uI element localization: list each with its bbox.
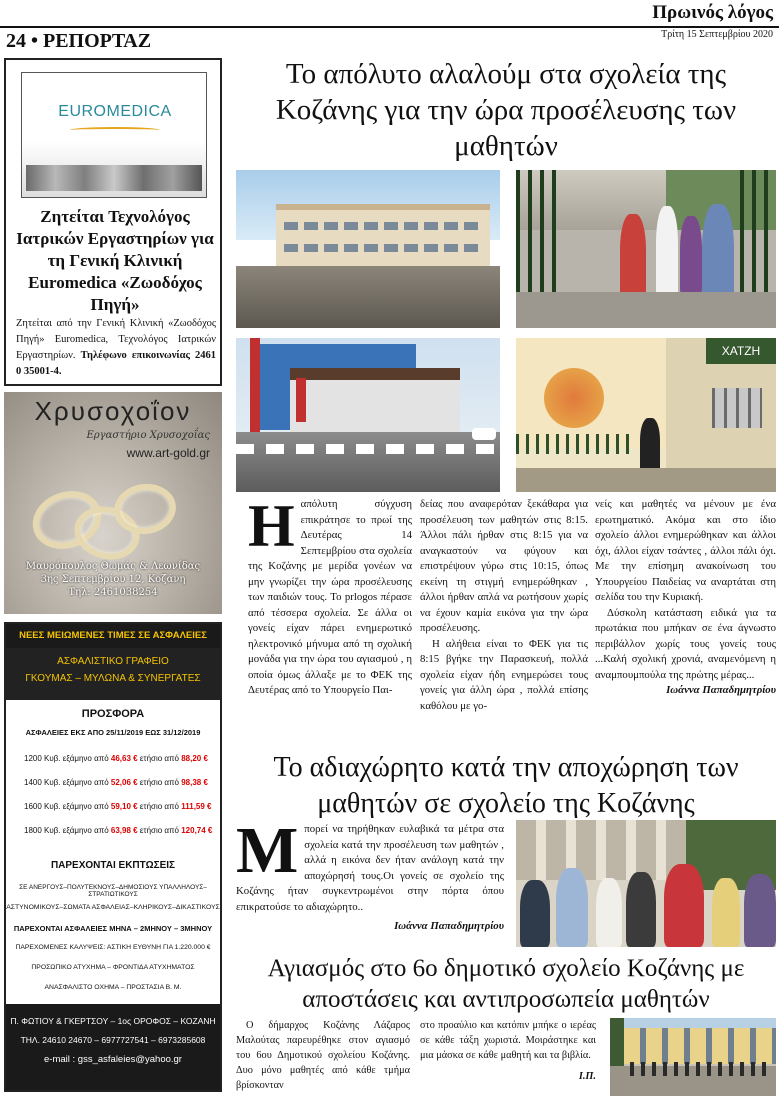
article1-headline: Το απόλυτο αλαλούμ στα σχολεία της Κοζάνης για την ώρα προσέλευσης των μαθητών: [275, 58, 737, 162]
ad-insurance: [4, 622, 222, 1092]
offer-title: ΠΡΟΣΦΟΡΑ: [81, 708, 145, 720]
ad3-contact: [6, 1004, 220, 1090]
contact-address: Π. ΦΩΤΙΟΥ & ΓΚΕΡΤΣΟΥ – 1ος ΟΡΟΦΟΣ – ΚΟΖΑΝΗ: [10, 1016, 216, 1026]
school-photo: [236, 170, 500, 328]
header-rule: [0, 26, 779, 28]
ad-euromedica: [4, 58, 222, 386]
address-line: Μαυρόπουλος Θωμάς & Λεωνίδας: [25, 561, 201, 572]
school-photo: [516, 170, 776, 328]
price-cell: 1800 Κυβ. εξάμηνο από: [24, 826, 109, 835]
school-photo: [516, 338, 776, 492]
cover-line: ΑΝΑΣΦΑΛΙΣΤΟ ΟΧΗΜΑ – ΠΡΟΣΤΑΣΙΑ Β. Μ.: [44, 984, 182, 991]
price-cell: ετήσιο από: [139, 778, 179, 787]
signature: Ι.Π.: [578, 1071, 596, 1082]
col-text: στο προαύλιο και κατόπιν μπήκε ο ιερέας σε κάθε τάξη χωριστά. Μοιράστηκε και μια μάσκα σε κάθε μαθητή και τα βιβλία.: [420, 1020, 596, 1061]
price-cell: 98,38 €: [181, 778, 208, 787]
col-text: νείς και μαθητές να μένουν με ένα ερωτηματικό. Ακόμα και στο ίδιο σχολείο άλλοι ενημερώθηκαν και άλλοι όχι, άλλοι είχαν τσάντες , άλλοι πάλι όχι. Με την επίσημη ανακοίνωση του Υπουργείου Παιδείας να αναρτάται στη σελίδα του την Κυριακή.: [595, 498, 776, 603]
price-cell: ετήσιο από: [139, 802, 179, 811]
col-text: Η αλήθεια είναι το ΦΕΚ για τις 8:15 βγήκε την Παρασκευή, πολλά σχολεία είχαν ήδη ενημερώσει τους γονείς για άλλη ώρα , πολλά επίσης καθόλου με γο-: [420, 637, 588, 712]
offer-period: ΑΣΦΑΛΕΙΕΣ ΕΚΣ ΑΠΟ 25/11/2019 ΕΩΣ 31/12/2019: [25, 728, 201, 737]
price-cell: ετήσιο από: [139, 754, 179, 763]
ad-title: Ζητείται Τεχνολόγος Ιατρικών Εργαστηρίων για τη Γενική Κλινική Euromedica «Ζωοδόχος Πηγή»: [16, 207, 214, 314]
address-line: 3ης Σεπτεμβρίου 12, Κοζάνη: [40, 574, 186, 585]
price-cell: 111,59 €: [181, 802, 212, 811]
address-line: Τηλ: 2461038254: [68, 587, 158, 598]
discounts-title: ΠΑΡΕΧΟΝΤΑΙ ΕΚΠΤΩΣΕΙΣ: [50, 860, 176, 871]
contact-phone: ΤΗΛ. 24610 24670 – 6977727541 – 6973285608: [20, 1035, 206, 1045]
goldsmith-website: www.art-gold.gr: [126, 446, 210, 460]
ad3-office: [6, 648, 220, 700]
ad-goldsmith: [4, 392, 222, 614]
price-cell: 120,74 €: [181, 826, 213, 835]
col-text: πορεί να τηρήθηκαν ευλαβικά τα μέτρα στα σχολεία κατά την προσέλευση των μαθητών , αλλά η εικόνα δεν ήταν ανάλογη: [304, 823, 504, 866]
price-row: [24, 754, 214, 763]
article2-text: [236, 814, 504, 935]
article3-col1: [236, 1018, 410, 1093]
discounts-line: ΑΣΤΥΝΟΜΙΚΟΥΣ–ΣΩΜΑΤΑ ΑΣΦΑΛΕΙΑΣ–ΚΛΗΡΙΚΟΥΣ–ΔΙΚΑΣΤΙΚΟΥΣ: [6, 904, 220, 911]
price-cell: 88,20 €: [181, 754, 208, 763]
logo-swoosh-icon: [70, 127, 160, 133]
article3-col2: [420, 1018, 596, 1084]
section-title: 24 • ΡΕΠΟΡΤΑΖ: [6, 30, 152, 52]
price-cell: 59,10 €: [110, 802, 138, 811]
article1-col1: [248, 493, 412, 699]
article2-headline: Το αδιαχώρητο κατά την αποχώρηση των μαθητών σε σχολείο της Κοζάνης: [273, 752, 739, 819]
price-cell: 63,98 €: [110, 826, 138, 835]
price-row: [24, 802, 214, 811]
masthead: Πρωινός λόγος: [652, 2, 773, 23]
col-text: απόλυτη σύγχυση επικράτησε το πρωί της Δευτέρας 14 Σεπτεμβρίου στα σχολεία της Κοζάνης με μερίδα γονέων να μην γνωρίζει την ώρα προσέλευσης των παιδιών τους. Το prlogos πέρασε από τέσσερα σχολεία. Σε άλλα οι γονείς είχαν πάρει ενημερωτικό ηλεκτρονικό μήνυμα από τη σχολική μονάδα για την ώρα του αγιασμού , η οποία όμως άλλαξε με το ΦΕΚ της Δευτέρας από το Υπουργείο Παι-: [248, 498, 412, 696]
cover-line: ΠΑΡΕΧΟΜΕΝΕΣ ΚΑΛΥΨΕΙΣ: ΑΣΤΙΚΗ ΕΥΘΥΝΗ ΓΙΑ 1.220.000 €: [15, 944, 211, 951]
medical-photo-strip: [26, 165, 202, 191]
signature: Ιωάννα Παπαδημητρίου: [394, 920, 504, 932]
price-cell: 1400 Κυβ. εξάμηνο από: [24, 778, 109, 787]
price-cell: 1200 Κυβ. εξάμηνο από: [24, 754, 109, 763]
article1-col2: [420, 497, 588, 714]
price-row: [24, 778, 214, 787]
cover-line: ΠΡΟΣΩΠΙΚΟ ΑΤΥΧΗΜΑ – ΦΡΟΝΤΙΔΑ ΑΤΥΧΗΜΑΤΟΣ: [31, 964, 195, 971]
price-cell: 52,06 €: [110, 778, 138, 787]
ad-text: [16, 316, 216, 380]
dropcap: Μ: [236, 814, 299, 887]
dateline: Τρίτη 15 Σεπτεμβρίου 2020: [661, 29, 773, 40]
school-photo: [236, 338, 500, 492]
price-cell: 1600 Κυβ. εξάμηνο από: [24, 802, 109, 811]
euromedica-logo: EUROMEDICA: [58, 103, 172, 120]
price-cell: 46,63 €: [110, 754, 138, 763]
goldsmith-brand: Χρυσοχοΐον: [34, 396, 192, 426]
col-text: κατά την αποχώρησή τους.Οι γονείς σε σχολείο της Κοζάνης ήταν συγκεντρωμένοι στην πόρτα όπου επικρατούσε το αδιαχώρητο..: [236, 854, 504, 913]
sign-plate: ΧΑΤΖΗ: [706, 338, 776, 364]
goldsmith-address: [10, 560, 216, 599]
discounts-line: ΣΕ ΑΝΕΡΓΟΥΣ–ΠΟΛΥΤΕΚΝΟΥΣ–ΔΗΜΟΣΙΟΥΣ ΥΠΑΛΛΗΛΟΥΣ–ΣΤΡΑΤΙΩΤΙΚΟΥΣ: [19, 884, 207, 898]
article3-headline: Αγιασμός στο 6ο δημοτικό σχολείο Κοζάνης με αποστάσεις και αντιπροσωπεία μαθητών: [267, 955, 745, 1013]
ad-body: Ζητείται από την Γενική Κλινική «Ζωοδόχος Πηγή» Euromedica, Τεχνολόγος Ιατρικών Εργαστηρίων.: [16, 318, 216, 361]
price-row: [24, 826, 214, 835]
monthly-line: ΠΑΡΕΧΟΝΤΑΙ ΑΣΦΑΛΕΙΕΣ ΜΗΝΑ – 2ΜΗΝΟΥ – 3ΜΗΝΟΥ: [13, 924, 213, 933]
school-photo: [516, 820, 776, 947]
office-names: ΓΚΟΥΜΑΣ – ΜΥΛΩΝΑ & ΣΥΝΕΡΓΑΤΕΣ: [25, 673, 201, 684]
price-cell: ετήσιο από: [139, 826, 179, 835]
signature: Ιωάννα Παπαδημητρίου: [666, 684, 776, 696]
contact-email: e-mail : gss_asfaleies@yahoo.gr: [44, 1054, 182, 1065]
office-label: ΑΣΦΑΛΙΣΤΙΚΟ ΓΡΑΦΕΙΟ: [57, 656, 169, 667]
col-text: Ο δήμαρχος Κοζάνης Λάζαρος Μαλούτας παρευρέθηκε στον αγιασμό του 6ου Δημοτικού σχολείου Κοζάνης. Δυο μόνο μαθητές από κάθε τμήμα βρίσκονταν: [236, 1020, 410, 1091]
goldsmith-subtitle: Εργαστήριο Χρυσοχοΐας: [86, 430, 210, 441]
school-photo: [610, 1018, 776, 1096]
col-text: δείας που αναφερόταν ξεκάθαρα για προσέλευση των μαθητών στις 8:15. Άλλοι πάλι ήρθαν στις 8:15 για να αναγκαστούν να φύγουν και επιστρέψουν γύρω στις 10:15, όπως εκείνη τη στιγμή ενημερώθηκαν , άλλοι ήρθαν απλά να ρωτήσουν χωρίς να έχουν καμία εικόνα για την ώρα προσέλευσης.: [420, 498, 588, 634]
ad-phone: Τηλέφωνο επικοινωνίας 2461 0 35001-4.: [16, 350, 216, 377]
euromedica-logo-image: [21, 72, 207, 198]
article1-col3: [595, 497, 776, 699]
ad3-banner: ΝΕΕΣ ΜΕΙΩΜΕΝΕΣ ΤΙΜΕΣ ΣΕ ΑΣΦΑΛΕΙΕΣ: [6, 624, 220, 648]
dropcap: Η: [248, 493, 295, 559]
col-text: Δύσκολη κατάσταση ειδικά για τα πρωτάκια που μπήκαν σε ένα άγνωστο περιβάλλον χωρίς τους γονείς τους ...Καλή σχολική χρονιά, αναμενόμενη η αναμπουμπούλα της πρώτης μέρας...: [595, 606, 776, 681]
